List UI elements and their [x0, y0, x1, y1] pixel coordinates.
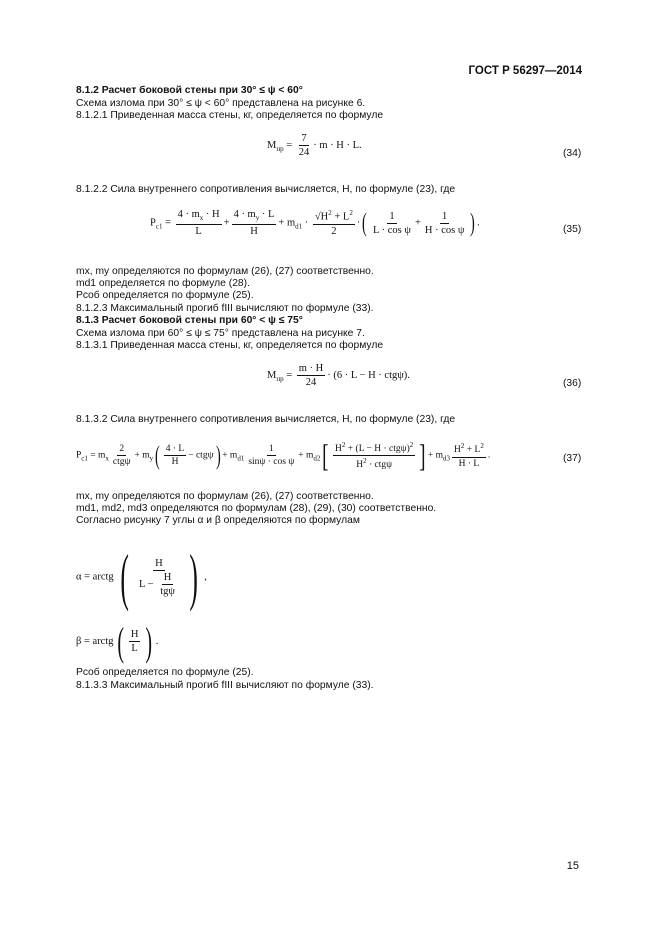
paragraph-text: Согласно рисунку 7 углы α и β определяются по формулам: [76, 515, 360, 526]
paragraph-text: mx, my определяются по формулам (26), (27) соответственно.: [76, 491, 374, 502]
formula-number: (36): [563, 378, 582, 389]
paragraph-text: 8.1.2.3 Максимальный прогиб fIII вычисляют по формуле (33).: [76, 303, 374, 314]
paragraph-text: md1 определяется по формуле (28).: [76, 278, 250, 289]
formula-34: $M_{пр}$ = $\frac{7}{24}$ · m · H · L.: [267, 133, 362, 158]
paragraph-text: 8.1.3.2 Сила внутреннего сопротивления вычисляется, Н, по формуле (23), где: [76, 414, 456, 425]
formula-number: (35): [563, 224, 582, 235]
formula-alpha: α = arctg( H L − $\frac{H}{\text{tgψ}}$ ) ,: [76, 541, 207, 612]
paragraph-text: Схема излома при 60° ≤ ψ ≤ 75° представлена на рисунке 7.: [76, 328, 365, 339]
paragraph-text: 8.1.3.3 Максимальный прогиб fIII вычисляют по формуле (33).: [76, 680, 374, 691]
paragraph-text: 8.1.2.2 Сила внутреннего сопротивления вычисляется, Н, по формуле (23), где: [76, 184, 456, 195]
document-header: ГОСТ Р 56297—2014: [468, 65, 582, 77]
formula-number: (37): [563, 453, 582, 464]
paragraph-text: 8.1.2.1 Приведенная масса стены, кг, определяется по формуле: [76, 110, 384, 121]
paragraph-text: Pcоб определяется по формуле (25).: [76, 667, 254, 678]
formula-35: $P_{c1}$ = $\frac{4 \cdot m_x \cdot H}{L}$ + $\frac{4 \cdot m_y \cdot L}{H}$ + $m_{d1}$ · $\frac{√H^2 + L^2}{2}$ ·( $\frac{1}{\text{L · cos ψ}}$ + $\frac{1}{\text{H · cos ψ}}$ ) .: [150, 208, 480, 237]
section-heading-8-1-3: 8.1.3 Расчет боковой стены при 60° < ψ ≤ 75°: [76, 315, 303, 326]
page-number: 15: [566, 860, 579, 872]
paragraph-text: 8.1.3.1 Приведенная масса стены, кг, определяется по формуле: [76, 340, 384, 351]
formula-36: $M_{пр}$ = $\frac{m \cdot H}{24}$ · (6 · L − H · ctgψ).: [267, 363, 410, 388]
paragraph-text: Pcоб определяется по формуле (25).: [76, 290, 254, 301]
formula-number: (34): [563, 148, 582, 159]
formula-beta: β = arctg( $\frac{H}{L}$ ) .: [76, 619, 159, 664]
paragraph-text: md1, md2, md3 определяются по формулам (28), (29), (30) соответственно.: [76, 503, 437, 514]
paragraph-text: mx, my определяются по формулам (26), (27) соответственно.: [76, 266, 374, 277]
section-heading-8-1-2: 8.1.2 Расчет боковой стены при 30° ≤ ψ < 60°: [76, 85, 303, 96]
formula-37: $P_{c1} = m_x$ $\frac{2}{\text{ctgψ}}$ + $m_y$( $\frac{4 \cdot L}{H}$ − $ctg\psi) + m_{d1}$ $\frac{1}{\text{sinψ · cos ψ}}$ + $m_{d2}$[ $\frac{H^2 + (L - H \cdot ctg\psi)^2}{H^2 \cdot ctg\psi}$ ] + $m_{d3}$ $\frac{H^2 + L^2}{H \cdot L}$ .: [76, 437, 491, 473]
paragraph-text: Схема излома при 30° ≤ ψ < 60° представлена на рисунке 6.: [76, 98, 366, 109]
